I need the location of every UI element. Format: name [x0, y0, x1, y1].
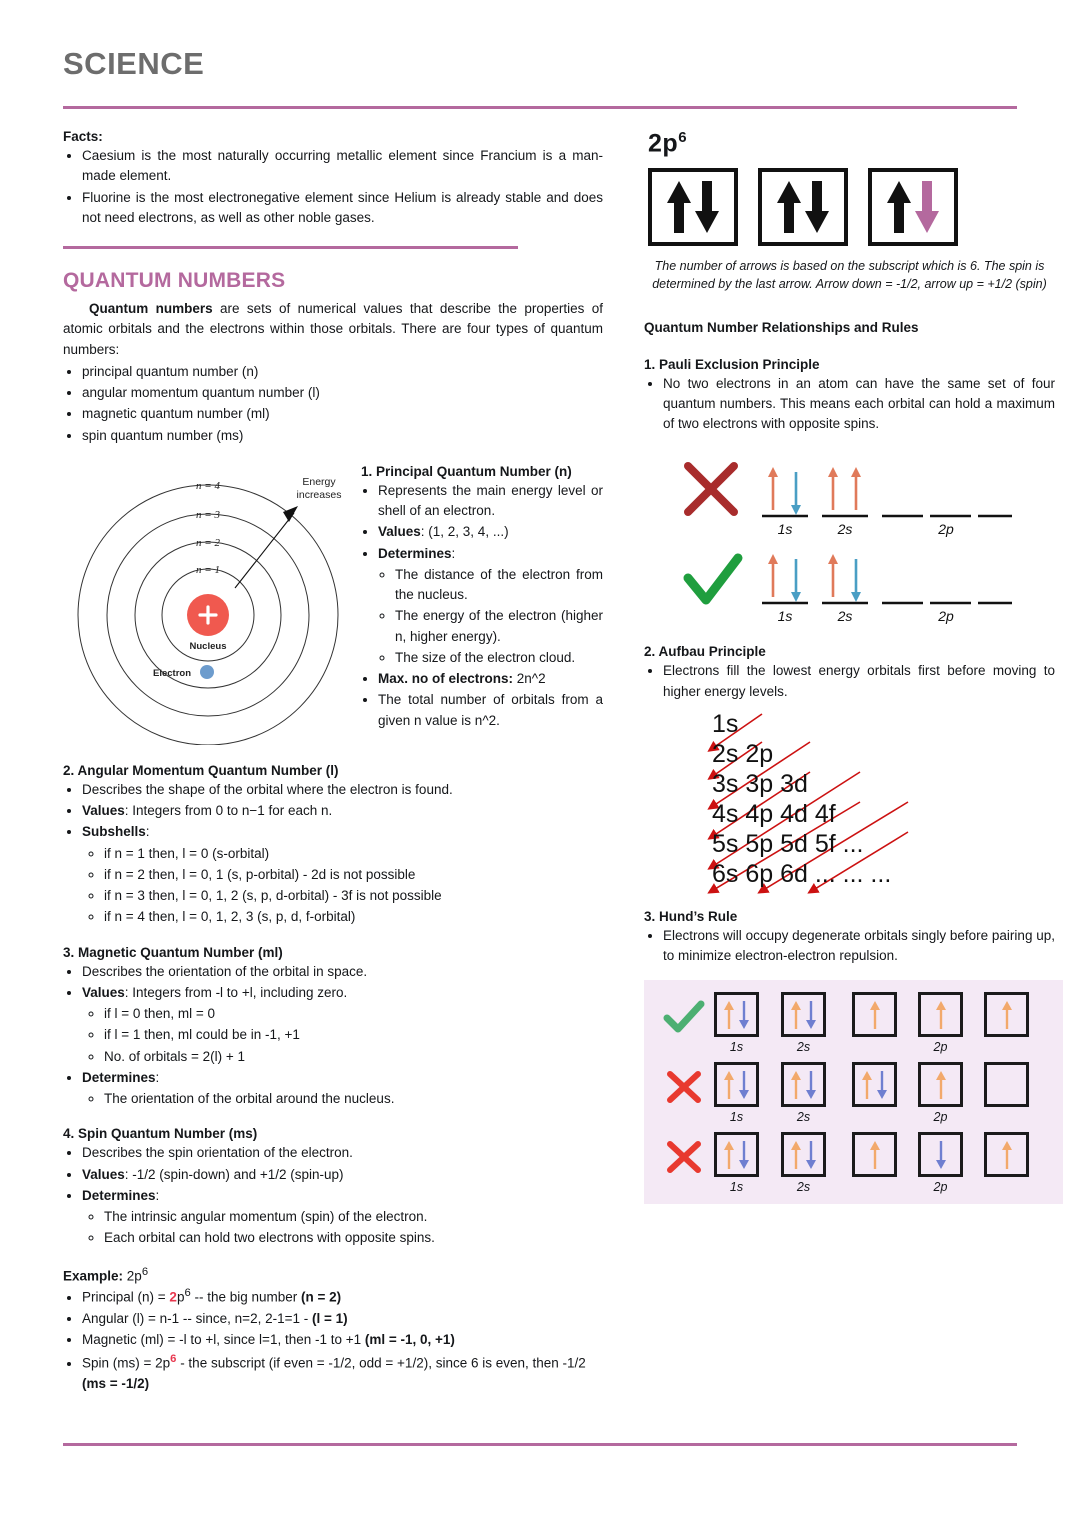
angular-heading: 2. Angular Momentum Quantum Number (l): [63, 762, 339, 778]
values-label: Values: [82, 1166, 125, 1182]
content-columns: [40, 129, 1055, 1411]
svg-text:increases: increases: [296, 488, 342, 501]
orbital-box: [781, 1062, 826, 1107]
svg-text:n = 3: n = 3: [196, 508, 220, 521]
values-text: : Integers from -l to +l, including zero.: [124, 984, 348, 1000]
hund-group-2p: [852, 1132, 1029, 1194]
list-item: • Caesium is the most naturally occurring metallic element since Francium is a man-made element.: [82, 146, 603, 187]
svg-text:n = 4: n = 4: [196, 479, 220, 492]
left-column: [63, 129, 628, 1411]
arrow-up-icon: [828, 554, 838, 597]
orbital-box: [781, 992, 826, 1037]
principal-heading: 1. Principal Quantum Number (n): [361, 463, 572, 479]
pauli-heading: 1. Pauli Exclusion Principle: [644, 356, 820, 372]
list-item: ◦ The energy of the electron (higher n, higher energy).: [395, 606, 603, 647]
subshells-label: Subshells: [82, 824, 146, 840]
example-label: Example:: [63, 1268, 124, 1283]
example-pre: Principal (n) =: [82, 1289, 170, 1305]
determines-label: Determines: [378, 545, 452, 561]
values-text: : -1/2 (spin-down) and +1/2 (spin-up): [124, 1166, 344, 1182]
list-item: • spin quantum number (ms): [82, 426, 603, 446]
example-bold-tail: (ml = -1, 0, +1): [364, 1332, 455, 1347]
list-item: ◦ if n = 3 then, l = 0, 1, 2 (s, p, d-orbital) - 3f is not possible: [104, 886, 603, 906]
x-icon: [688, 466, 734, 512]
list-item: • principal quantum number (n): [82, 362, 603, 382]
hund-group-1s: [714, 1062, 759, 1124]
orbital-label: 1s: [729, 1110, 744, 1125]
hund-heading: 3. Hund’s Rule: [644, 908, 738, 924]
list-item: • No two electrons in an atom can have the same set of four quantum numbers. This means each orbital can hold a maximum of two electrons with opposite spins.: [663, 374, 1055, 435]
spin-determines-list: [82, 1207, 603, 1249]
magnetic-list: [63, 962, 603, 1110]
subshells-list: [82, 844, 603, 928]
determines-label: Determines: [82, 1069, 156, 1085]
example-bold-tail: (l = 1): [311, 1310, 348, 1326]
orbital-title-text: 2p: [648, 129, 679, 158]
values-text: : (1, 2, 3, 4, ...): [420, 524, 509, 540]
facts-label: Facts:: [63, 129, 103, 144]
list-item: [378, 522, 603, 542]
svg-text:3s 3p 3d: 3s 3p 3d: [712, 769, 808, 798]
list-item: ◦ Each orbital can hold two electrons with opposite spins.: [104, 1228, 603, 1248]
example-red-sup: 6: [170, 1353, 177, 1366]
orbital-box-group: [852, 1062, 1029, 1107]
aufbau-heading: 2. Aufbau Principle: [644, 644, 766, 660]
hund-row: [654, 1062, 1053, 1124]
list-item: [378, 669, 603, 689]
orbital-box: [984, 992, 1029, 1037]
svg-text:2s 2p: 2s 2p: [712, 739, 774, 768]
orbital-box: [714, 992, 759, 1037]
spin-list: [63, 1143, 603, 1248]
orbital-box: [648, 168, 738, 246]
example-mid: p: [176, 1289, 185, 1305]
list-item: [82, 1285, 603, 1308]
example-block: [63, 1266, 603, 1395]
svg-text:2s: 2s: [837, 608, 853, 625]
principal-list: [361, 481, 603, 731]
svg-text:2s: 2s: [837, 521, 853, 538]
aufbau-diagram: [694, 710, 1055, 895]
hund-group-2p: [852, 992, 1029, 1054]
orbital-label: 2p: [933, 1040, 948, 1055]
example-bold-tail: (n = 2): [301, 1289, 342, 1305]
angular-momentum-block: [63, 763, 603, 928]
orbital-box: [714, 1062, 759, 1107]
arrow-up-icon: [851, 467, 861, 510]
list-item: [82, 801, 603, 821]
principal-quantum-number-block: [353, 460, 603, 732]
orbital-box-group: [852, 1132, 1029, 1177]
max-electrons-label: Max. no of electrons:: [378, 671, 514, 686]
orbital-box: [918, 1062, 963, 1107]
svg-text:1s: 1s: [712, 709, 739, 738]
principal-determines-list: [378, 565, 603, 668]
orbital-box-group: [852, 992, 1029, 1037]
orbital-box: [868, 168, 958, 246]
max-electrons-value: 2n^2: [513, 671, 546, 686]
footer-divider: [63, 1443, 1017, 1446]
right-column: [628, 129, 1055, 1411]
list-item: • Determines: ◦ The distance of the electron from the nucleus. ◦ The energy of the electron (higher n, higher energy). ◦ The size of the electron cloud.: [378, 544, 603, 669]
list-item: • Subshells: ◦ if n = 1 then, l = 0 (s-orbital) ◦ if n = 2 then, l = 0, 1 (s, p-orbital) - 2d is not possible ◦ if n = 3 then, l = 0, 1, 2 (s, p, d-orbital) - 3f is not possible ◦ if n = 4 then, l = 0, 1, 2, 3 (s, p, d, f-orbital): [82, 822, 603, 927]
example-post: - the subscript (if even = -1/2, odd = +1/2), since 6 is even, then -1/2: [176, 1355, 586, 1371]
hund-figure-panel: [644, 980, 1063, 1204]
bohr-model-diagram: [63, 460, 353, 745]
hund-group-2p: [852, 1062, 1029, 1124]
intro-rest: are sets of numerical values that describe the properties of atomic orbitals and the electrons within those orbitals. There are four types of quantum numbers:: [63, 301, 604, 357]
example-pre: Angular (l) = n-1 -- since, n=2, 2-1=1 -: [82, 1310, 312, 1326]
list-item: • magnetic quantum number (ml): [82, 404, 603, 424]
orbital-box: [852, 1062, 897, 1107]
arrow-up-icon: [768, 467, 778, 510]
aufbau-list: [644, 661, 1055, 702]
list-item: • Describes the spin orientation of the electron.: [82, 1143, 603, 1163]
svg-text:n = 1: n = 1: [196, 563, 220, 576]
svg-text:5s 5p 5d 5f ...: 5s 5p 5d 5f ...: [712, 829, 864, 858]
example-list: [63, 1285, 603, 1394]
quantum-numbers-intro: [63, 299, 603, 360]
spin-block: [63, 1126, 603, 1248]
arrow-down-icon: [851, 559, 861, 602]
list-item: • Determines: ◦ The orientation of the orbital around the nucleus.: [82, 1068, 603, 1110]
hund-row: [654, 1132, 1053, 1194]
arrow-up-icon: [828, 467, 838, 510]
example-post: -- the big number: [190, 1289, 302, 1305]
list-item: • The total number of orbitals from a given n value is n^2.: [378, 690, 603, 731]
svg-text:Electron: Electron: [152, 667, 191, 679]
list-item: ◦ if l = 1 then, ml could be in -1, +1: [104, 1025, 603, 1045]
example-bold-tail: (ms = -1/2): [82, 1376, 150, 1391]
svg-text:1s: 1s: [777, 608, 793, 625]
orbital-box: [918, 1132, 963, 1177]
hund-list: [644, 926, 1055, 967]
quantum-number-types-list: [63, 362, 603, 446]
quantum-numbers-title: QUANTUM NUMBERS: [63, 269, 286, 292]
facts-block: [63, 129, 603, 228]
orbital-box: [781, 1132, 826, 1177]
bohr-and-principal: [63, 460, 603, 745]
svg-text:1s: 1s: [777, 521, 793, 538]
orbital-box-row: [648, 168, 1055, 246]
orbital-label: 2p: [933, 1180, 948, 1195]
example-value-sup: 6: [141, 1265, 149, 1278]
list-item: • Determines: ◦ The intrinsic angular momentum (spin) of the electron. ◦ Each orbital can hold two electrons with opposite spins.: [82, 1186, 603, 1249]
orbital-box: [852, 992, 897, 1037]
svg-text:Energy: Energy: [302, 475, 336, 488]
orbital-label: 2s: [796, 1040, 811, 1055]
svg-text:4s 4p 4d 4f: 4s 4p 4d 4f: [712, 799, 836, 828]
magnetic-heading: 3. Magnetic Quantum Number (ml): [63, 944, 283, 960]
list-item: ◦ if n = 1 then, l = 0 (s-orbital): [104, 844, 603, 864]
arrow-down-icon: [791, 472, 801, 515]
example-pre: Magnetic (ml) = -l to +l, since l=1, then -1 to +1: [82, 1332, 365, 1347]
example-sup: 6: [184, 1287, 191, 1299]
orbital-figure-title: [648, 129, 1055, 158]
pauli-figure: [674, 448, 1055, 628]
svg-text:n = 2: n = 2: [196, 536, 220, 549]
example-heading: [63, 1266, 603, 1284]
list-item: • Fluorine is the most electronegative element since Helium is already stable and does not need electrons, as well as other noble gases.: [82, 188, 603, 229]
list-item: ◦ if l = 0 then, ml = 0: [104, 1004, 603, 1024]
x-icon: [654, 1062, 714, 1104]
hund-group-2s: [781, 1062, 826, 1124]
list-item: • angular momentum quantum number (l): [82, 383, 603, 403]
svg-text:2p: 2p: [938, 608, 954, 625]
orbital-label: 2p: [933, 1110, 948, 1125]
list-item: • Electrons will occupy degenerate orbitals singly before pairing up, to minimize electron-electron repulsion.: [663, 926, 1055, 967]
hund-group-2s: [781, 1132, 826, 1194]
svg-text:Nucleus: Nucleus: [189, 640, 227, 652]
list-item: ◦ if n = 2 then, l = 0, 1 (s, p-orbital) - 2d is not possible: [104, 865, 603, 885]
svg-text:6s 6p 6d ... ... ...: 6s 6p 6d ... ... ...: [712, 859, 892, 888]
facts-list: [63, 146, 603, 228]
magnetic-values-list: [82, 1004, 603, 1067]
example-red: 2: [169, 1289, 177, 1305]
page-title: SCIENCE: [63, 46, 205, 81]
header-divider: [63, 106, 1017, 109]
list-item: ◦ The intrinsic angular momentum (spin) of the electron.: [104, 1207, 603, 1227]
magnetic-block: [63, 945, 603, 1110]
list-item: • Describes the shape of the orbital where the electron is found.: [82, 780, 603, 800]
arrow-down-icon: [791, 559, 801, 602]
hund-group-1s: [714, 992, 759, 1054]
orbital-figure-caption: The number of arrows is based on the subscript which is 6. The spin is determined by the last arrow. Arrow down = -1/2, arrow up = +1/2 (spin): [652, 259, 1047, 292]
orbital-label: 1s: [729, 1180, 744, 1195]
intro-bold: Quantum numbers: [89, 301, 213, 316]
orbital-label: 1s: [729, 1040, 744, 1055]
orbital-box: [984, 1062, 1029, 1107]
arrow-up-icon: [768, 554, 778, 597]
magnetic-determines-list: [82, 1089, 603, 1109]
check-icon: [688, 558, 738, 600]
values-label: Values: [82, 984, 125, 1000]
spin-heading: 4. Spin Quantum Number (ms): [63, 1126, 258, 1142]
list-item: • Electrons fill the lowest energy orbitals first before moving to higher energy levels.: [663, 661, 1055, 702]
values-label: Values: [378, 524, 421, 540]
pauli-list: [644, 374, 1055, 435]
list-item: ◦ if n = 4 then, l = 0, 1, 2, 3 (s, p, d, f-orbital): [104, 907, 603, 927]
orbital-title-sup: 6: [678, 129, 688, 146]
angular-list: [63, 780, 603, 928]
list-item: • Describes the orientation of the orbital in space.: [82, 962, 603, 982]
list-item: ◦ The distance of the electron from the nucleus.: [395, 565, 603, 606]
svg-text:2p: 2p: [938, 521, 954, 538]
list-item: ◦ No. of orbitals = 2(l) + 1: [104, 1047, 603, 1067]
list-item: ◦ The orientation of the orbital around the nucleus.: [104, 1089, 603, 1109]
list-item: [82, 1330, 603, 1350]
list-item: [82, 1309, 603, 1329]
orbital-box: [918, 992, 963, 1037]
section-divider: [63, 246, 518, 249]
hund-group-1s: [714, 1132, 759, 1194]
example-value: 2p: [123, 1268, 142, 1283]
hund-row: [654, 992, 1053, 1054]
values-label: Values: [82, 803, 125, 818]
orbital-label: 2s: [796, 1180, 811, 1195]
list-item: [82, 983, 603, 1067]
hund-group-2s: [781, 992, 826, 1054]
values-text: : Integers from 0 to n−1 for each n.: [124, 803, 333, 818]
list-item: [82, 1165, 603, 1185]
example-pre: Spin (ms) = 2p: [82, 1355, 171, 1371]
rules-heading: Quantum Number Relationships and Rules: [644, 319, 919, 335]
x-icon: [654, 1132, 714, 1174]
determines-label: Determines: [82, 1187, 156, 1203]
orbital-box: [852, 1132, 897, 1177]
list-item: [82, 1351, 603, 1394]
list-item: ◦ The size of the electron cloud.: [395, 648, 603, 668]
orbital-box: [758, 168, 848, 246]
orbital-box: [984, 1132, 1029, 1177]
orbital-label: 2s: [796, 1110, 811, 1125]
list-item: • Represents the main energy level or shell of an electron.: [378, 481, 603, 522]
check-icon: [654, 992, 714, 1034]
orbital-box: [714, 1132, 759, 1177]
